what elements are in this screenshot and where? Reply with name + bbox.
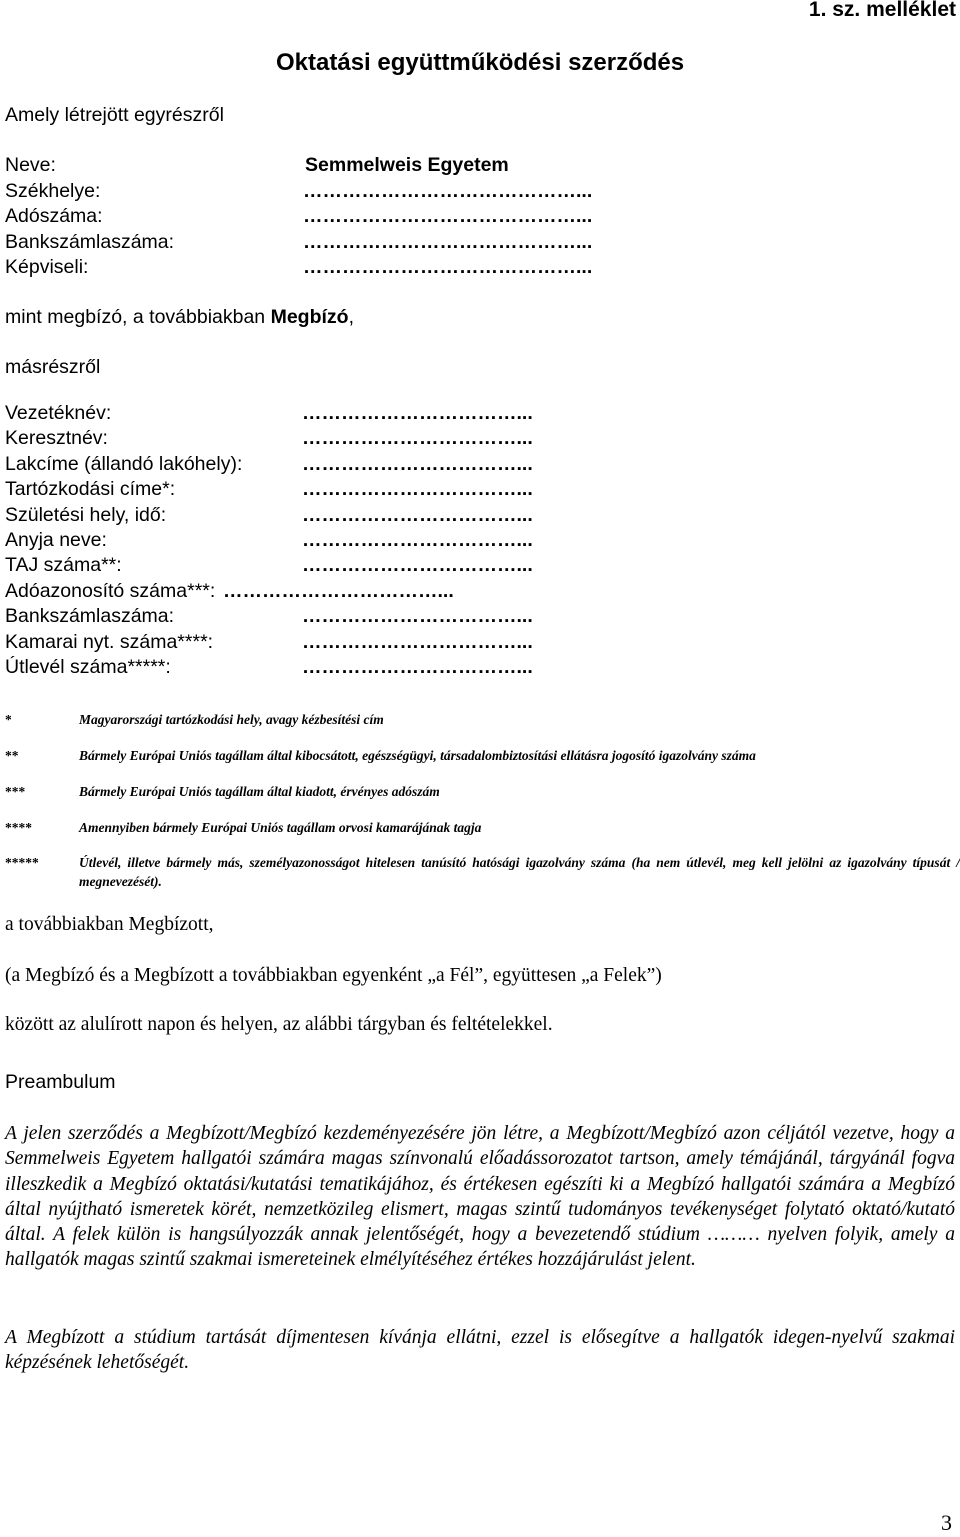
footnote-mark: ***: [5, 784, 26, 799]
footnotes: [5, 710, 960, 908]
contractor-row: [5, 477, 725, 502]
field-blank: ……………………………………...: [303, 230, 593, 253]
contractor-row: [5, 426, 725, 451]
footnote-text: Bármely Európai Uniós tagállam által kiadott, érvényes adószám: [79, 784, 440, 799]
footnote-text: Útlevél, illetve bármely más, személyazonosságot hitelesen tanúsító hatósági igazolvány száma (ha nem útlevél, meg kell jelölni az igazolvány típusát / megnevezését).: [79, 855, 960, 889]
field-blank: ……………………………...: [302, 503, 533, 526]
field-label: Lakcíme (állandó lakóhely):: [5, 452, 243, 475]
field-label: Adóazonosító száma***:: [5, 579, 216, 602]
field-value: Semmelweis Egyetem: [305, 154, 509, 176]
footnote-text: Amennyiben bármely Európai Uniós tagállam orvosi kamarájának tagja: [79, 820, 482, 835]
principal-role-line: [5, 306, 354, 329]
field-blank: ……………………………...: [302, 605, 533, 628]
footnote-text: Magyarországi tartózkodási hely, avagy kézbesítési cím: [79, 712, 384, 727]
principal-row-seat: [5, 179, 705, 205]
footnote: [5, 818, 960, 837]
field-label: Bankszámlaszáma:: [5, 230, 175, 253]
footnote: [5, 853, 960, 891]
principal-details: [5, 153, 705, 281]
footnote-mark: *****: [5, 855, 39, 870]
footnote: [5, 746, 960, 765]
field-blank: ……………………………...: [302, 402, 533, 424]
field-label: Vezetéknév:: [5, 402, 112, 424]
role-suffix: ,: [348, 306, 354, 328]
field-label: Képviseli:: [5, 256, 89, 278]
contractor-details: [5, 401, 725, 680]
contractor-row: [5, 452, 725, 477]
contractor-row: [5, 401, 725, 426]
footnote-text: Bármely Európai Uniós tagállam által kibocsátott, egészségügyi, társadalombiztosítási ellátásra jogosító igazolvány száma: [79, 748, 756, 763]
field-blank: ……………………………………...: [303, 179, 593, 202]
footnote-mark: **: [5, 748, 19, 763]
field-label: TAJ száma**:: [5, 554, 122, 577]
field-blank: ……………………………...: [223, 579, 454, 602]
field-blank: ……………………………...: [302, 452, 533, 475]
preamble-paragraph-1: A jelen szerződés a Megbízott/Megbízó kezdeményezésére jön létre, a Megbízott/Megbízó azon céljától vezetve, hogy a Semmelweis Egyetem hallgatói számára magas színvonalú előadássorozatot tartson, amely témájánál, tárgyánál fogva illeszkedik a Megbízó oktatási/kutatási tematikájához, és értékesen egészíti ki a Megbízó hallgatói számára a Megbízó által nyújtható ismeretek körét, nemzetközileg elismert, magas szintű tudományos tevékenységet folytató oktató/kutató által. A felek külön is hangsúlyozzák annak jelentőségét, hogy a bevezetendő stúdium ……… nyelven folyik, amely a hallgatók magas szintű szakmai ismereteinek elmélyítéséhez értékes hozzájárulást jelent.: [5, 1123, 955, 1271]
field-label: Anyja neve:: [5, 528, 107, 551]
field-blank: ……………………………...: [302, 528, 533, 551]
field-blank: ……………………………………...: [303, 205, 593, 227]
footnote-mark: ****: [5, 820, 32, 835]
contractor-row: [5, 655, 725, 680]
preamble-paragraph-2: A Megbízott a stúdium tartását díjmentesen kívánja ellátni, ezzel is elősegítve a hallgatók idegen-nyelvű szakmai képzésének lehetőségét.: [5, 1327, 955, 1374]
field-label: Útlevél száma*****:: [5, 655, 171, 678]
field-blank: ……………………………...: [302, 554, 533, 577]
principal-row-name: [5, 153, 705, 179]
between-line: között az alulírott napon és helyen, az alábbi tárgyban és feltételekkel.: [5, 1014, 553, 1035]
principal-row-bank: [5, 230, 705, 256]
footnote-mark: *: [5, 712, 12, 727]
field-blank: ……………………………………...: [303, 256, 593, 278]
preamble-heading: Preambulum: [5, 1071, 116, 1093]
page-number: 3: [941, 1510, 952, 1535]
contractor-row: [5, 503, 725, 528]
contractor-role-line: a továbbiakban Megbízott,: [5, 914, 214, 935]
footnote: [5, 710, 960, 729]
parties-definition: (a Megbízó és a Megbízott a továbbiakban egyenként „a Fél”, együttesen „a Felek”): [5, 965, 662, 986]
field-label: Neve:: [5, 154, 56, 176]
principal-row-tax: [5, 204, 705, 230]
contractor-row: [5, 604, 725, 629]
contractor-row: [5, 553, 725, 578]
field-label: Keresztnév:: [5, 427, 108, 450]
principal-row-representative: [5, 255, 705, 281]
contractor-row: [5, 630, 725, 655]
field-blank: ……………………………...: [302, 655, 533, 678]
field-blank: ……………………………...: [302, 427, 533, 450]
annex-label: 1. sz. melléklet: [808, 0, 956, 21]
contractor-row: [5, 528, 725, 553]
role-name: Megbízó: [270, 306, 349, 328]
other-side-line: másrészről: [5, 356, 101, 378]
field-blank: ……………………………...: [302, 630, 533, 653]
role-prefix: mint megbízó, a továbbiakban: [5, 306, 271, 328]
field-label: Székhelye:: [5, 179, 101, 202]
document-title: Oktatási együttműködési szerződés: [276, 49, 685, 76]
field-label: Bankszámlaszáma:: [5, 605, 175, 628]
field-label: Adószáma:: [5, 205, 103, 227]
contractor-row: [5, 579, 725, 604]
field-label: Születési hely, idő:: [5, 503, 167, 526]
field-blank: ……………………………...: [302, 478, 533, 501]
footnote: [5, 782, 960, 801]
field-label: Kamarai nyt. száma****:: [5, 630, 214, 653]
field-label: Tartózkodási címe*:: [5, 478, 176, 501]
intro-line: Amely létrejött egyrészről: [5, 104, 224, 126]
